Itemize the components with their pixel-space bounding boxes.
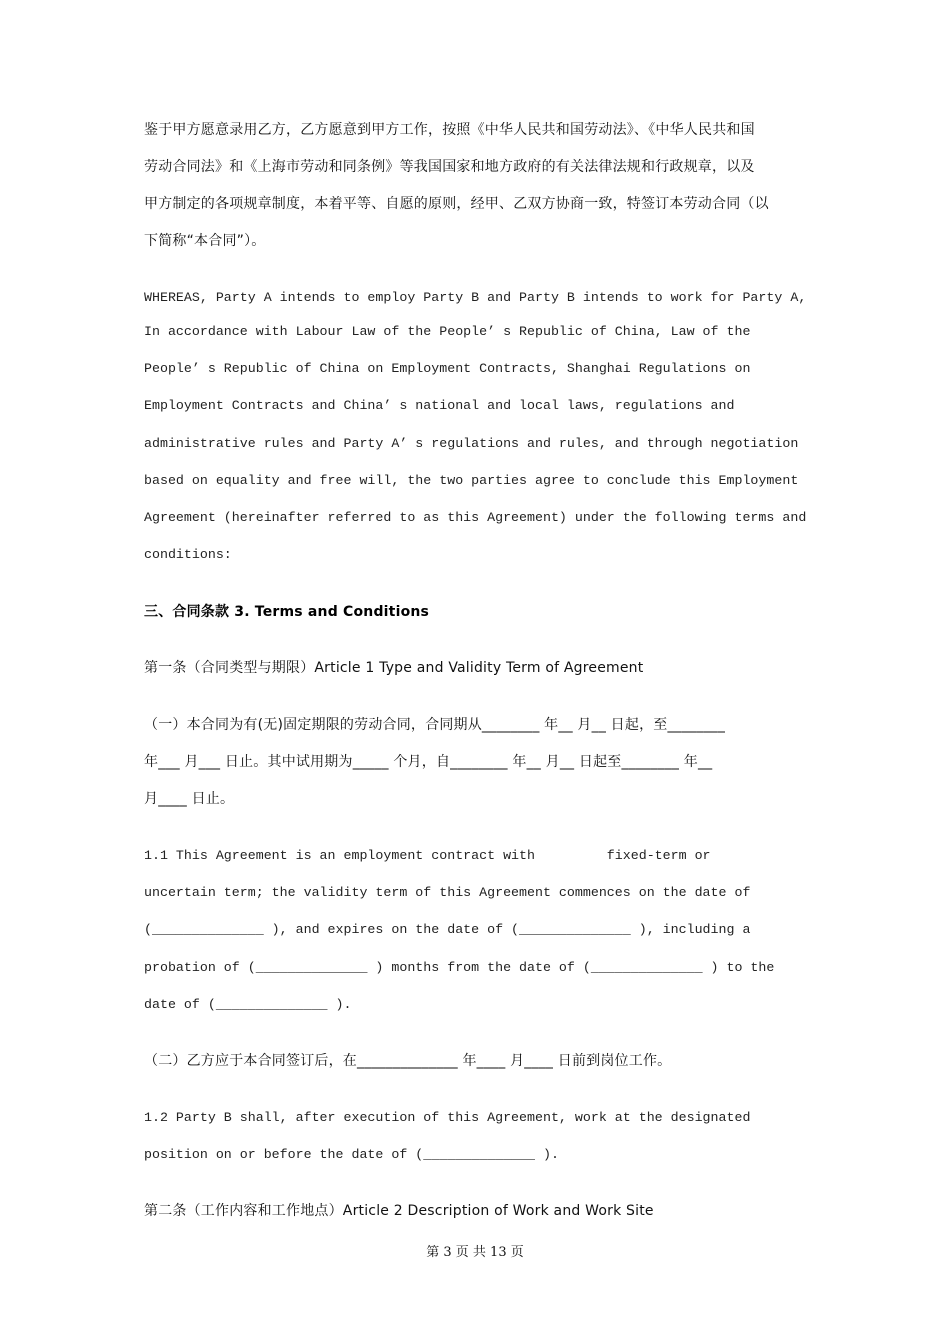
preamble-en-line: In accordance with Labour Law of the People’ s Republic of China, Law of the — [144, 324, 751, 339]
preamble-en-line: People’ s Republic of China on Employment Contracts, Shanghai Regulations on — [144, 361, 751, 376]
clause-2-en-line: 1.2 Party B shall, after execution of this Agreement, work at the designated — [144, 1110, 751, 1125]
clause-1-cn-line: 月____ 日止。 — [144, 791, 235, 807]
preamble-en-line: Agreement (hereinafter referred to as this Agreement) under the following terms and — [144, 510, 807, 525]
preamble-cn-line: 下简称“本合同”）。 — [144, 233, 266, 249]
section-heading: 三、合同条款 3. Terms and Conditions — [144, 604, 430, 620]
clause-1-en-line: 1.1 This Agreement is an employment contract with fixed-term or — [144, 848, 711, 863]
clause-2-cn-line: （二）乙方应于本合同签订后，在______________ 年____ 月____ 日前到岗位工作。 — [144, 1053, 672, 1069]
clause-1-en-line: uncertain term; the validity term of this Agreement commences on the date of — [144, 885, 751, 900]
clause-1-cn-line: （一）本合同为有(无)固定期限的劳动合同，合同期从________ 年__ 月__ 日起，至________ — [144, 717, 726, 733]
article-2-title: 第二条（工作内容和工作地点）Article 2 Description of Work and Work Site — [144, 1203, 654, 1219]
preamble-cn-line: 鉴于甲方愿意录用乙方，乙方愿意到甲方工作，按照《中华人民共和国劳动法》、《中华人民共和国 — [144, 122, 755, 138]
preamble-en-line: WHEREAS, Party A intends to employ Party B and Party B intends to work for Party A, — [144, 290, 807, 305]
preamble-en-line: Employment Contracts and China’ s national and local laws, regulations and — [144, 398, 735, 413]
preamble-cn-line: 劳动合同法》和《上海市劳动和同条例》等我国国家和地方政府的有关法律法规和行政规章，以及 — [144, 159, 755, 175]
preamble-cn-line: 甲方制定的各项规章制度，本着平等、自愿的原则，经甲、乙双方协商一致，特签订本劳动合同（以 — [144, 196, 769, 212]
preamble-en-line: based on equality and free will, the two parties agree to conclude this Employment — [144, 473, 799, 488]
clause-1-cn-line: 年___ 月___ 日止。其中试用期为_____ 个月，自________ 年__ 月__ 日起至________ 年__ — [144, 754, 713, 770]
clause-1-en-line: (______________ ), and expires on the date of (______________ ), including a — [144, 922, 751, 937]
clause-2-en-line: position on or before the date of (______________ ). — [144, 1147, 559, 1162]
clause-1-en-line: date of (______________ ). — [144, 997, 352, 1012]
preamble-en-line: conditions: — [144, 547, 232, 562]
article-1-title: 第一条（合同类型与期限）Article 1 Type and Validity Term of Agreement — [144, 660, 644, 676]
clause-1-en-line: probation of (______________ ) months from the date of (______________ ) to the — [144, 960, 775, 975]
page-indicator: 第 3 页 共 13 页 — [426, 1245, 524, 1260]
preamble-en-line: administrative rules and Party A’ s regulations and rules, and through negotiation — [144, 436, 799, 451]
